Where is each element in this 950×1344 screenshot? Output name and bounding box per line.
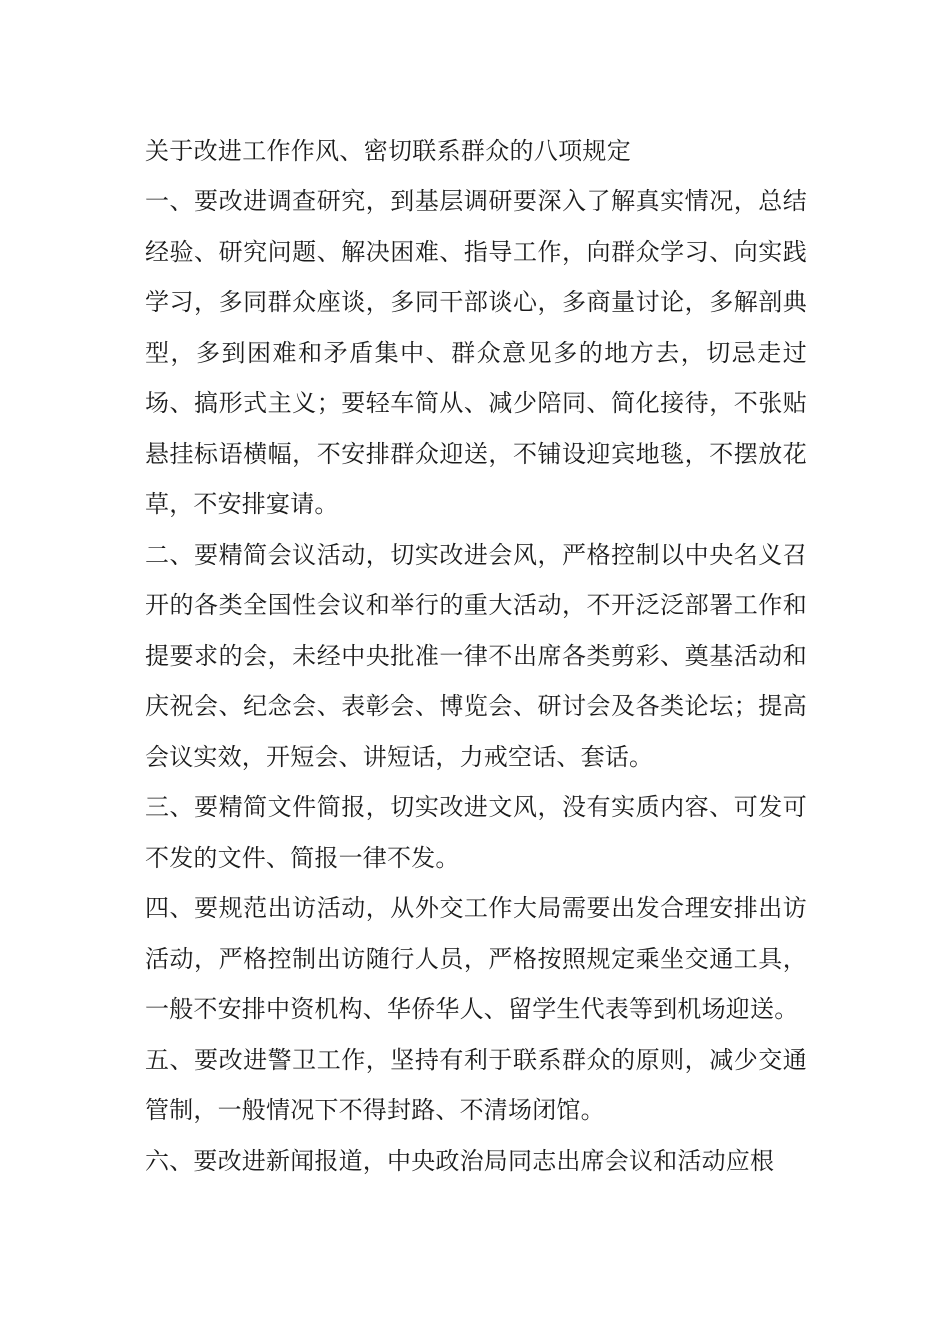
document-body (145, 126, 807, 1186)
paragraph-2: 二、要精简会议活动，切实改进会风，严格控制以中央名义召开的各类全国性会议和举行的重大活动，不开泛泛部署工作和提要求的会，未经中央批准一律不出席各类剪彩、奠基活动和庆祝会、纪念会、表彰会、博览会、研讨会及各类论坛；提高会议实效，开短会、讲短话，力戒空话、套话。 (145, 540, 807, 771)
paragraph-6: 六、要改进新闻报道，中央政治局同志出席会议和活动应根 (145, 1146, 775, 1175)
document-title: 关于改进工作作风、密切联系群众的八项规定 (145, 137, 631, 165)
paragraph-5: 五、要改进警卫工作，坚持有利于联系群众的原则，减少交通管制，一般情况下不得封路、不清场闭馆。 (145, 1045, 807, 1124)
paragraph-4: 四、要规范出访活动，从外交工作大局需要出发合理安排出访活动，严格控制出访随行人员，严格按照规定乘坐交通工具，一般不安排中资机构、华侨华人、留学生代表等到机场迎送。 (145, 894, 807, 1023)
paragraph-3: 三、要精简文件简报，切实改进文风，没有实质内容、可发可不发的文件、简报一律不发。 (145, 793, 807, 872)
paragraph-1: 一、要改进调查研究，到基层调研要深入了解真实情况，总结经验、研究问题、解决困难、指导工作，向群众学习、向实践学习，多同群众座谈，多同干部谈心，多商量讨论，多解剖典型，多到困难和矛盾集中、群众意见多的地方去，切忌走过场、搞形式主义；要轻车简从、减少陪同、简化接待，不张贴悬挂标语横幅，不安排群众迎送，不铺设迎宾地毯，不摆放花草，不安排宴请。 (145, 187, 807, 518)
